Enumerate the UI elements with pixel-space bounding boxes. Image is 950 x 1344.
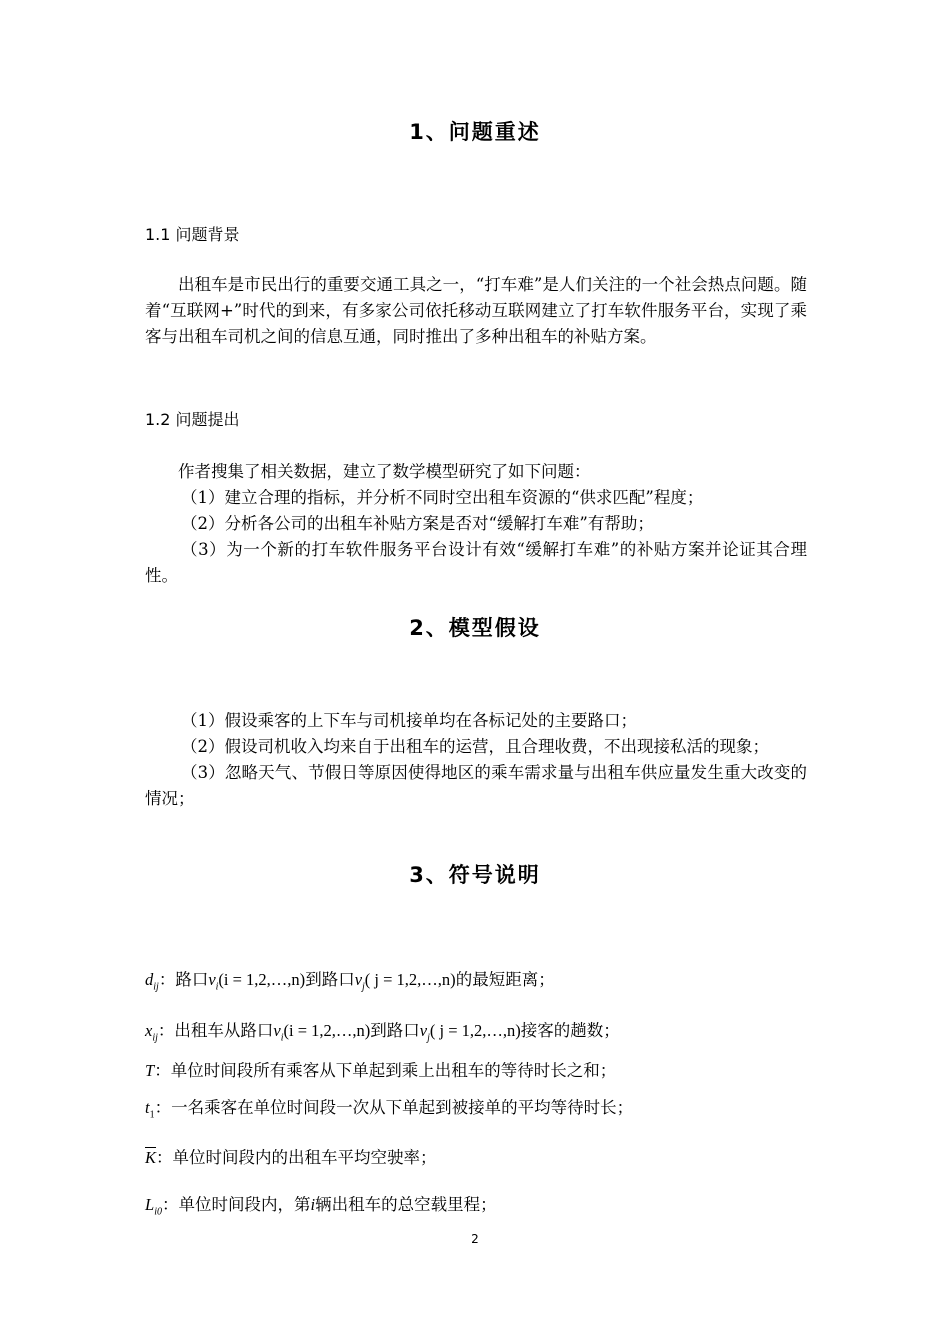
background-text: 出租车是市民出行的重要交通工具之一，“打车难”是人们关注的一个社会热点问题。随着“互联网+”时代的到来，有多家公司依托移动互联网建立了打车软件服务平台，实现了乘客与出租车司机之间的信息互通，同时推出了多种出租车的补贴方案。: [145, 275, 807, 346]
section-3-title: 3、符号说明: [409, 863, 541, 887]
assumption-item: （2）假设司机收入均来自于出租车的运营，且合理收费，不出现接私活的现象；: [181, 737, 769, 756]
symbol-K-bar: $\overline{K}$：单位时间段内的出租车平均空驶率；: [145, 1148, 437, 1167]
problem-item: （2）分析各公司的出租车补贴方案是否对“缓解打车难”有帮助；: [181, 514, 654, 533]
symbol-x-ij: $x_{ij}$：出租车从路口$v_i(i$ = 1,2,…,n)到路口$v_j$( j = 1,2,…,n)接客的趟数；: [145, 1021, 620, 1044]
symbol-t1: $t_1$：一名乘客在单位时间段一次从下单起到被接单的平均等待时长；: [145, 1098, 634, 1121]
problem-item: （1）建立合理的指标，并分析不同时空出租车资源的“供求匹配”程度；: [181, 488, 704, 507]
symbol-T: T：单位时间段所有乘客从下单起到乘上出租车的等待时长之和；: [145, 1061, 617, 1080]
page-number: 2: [471, 1232, 479, 1246]
section-1-title: 1、问题重述: [409, 120, 541, 144]
assumption-item: （3）忽略天气、节假日等原因使得地区的乘车需求量与出租车供应量发生重大改变的情况；: [145, 763, 807, 808]
symbol-d-ij: $d_{ij}$：路口$v_i(i$ = 1,2,…,n)到路口$v_j$( j = 1,2,…,n)的最短距离；: [145, 970, 555, 993]
problem-item: （3）为一个新的打车软件服务平台设计有效“缓解打车难”的补贴方案并论证其合理性。: [145, 540, 807, 585]
symbol-x: x: [145, 1021, 153, 1040]
problem-intro: 作者搜集了相关数据，建立了数学模型研究了如下问题：: [178, 462, 591, 481]
symbol-L-i0: $L_{i0}$：单位时间段内，第i辆出租车的总空载里程；: [145, 1195, 497, 1218]
section-2-title: 2、模型假设: [409, 616, 541, 640]
assumption-list: [145, 708, 807, 812]
background-paragraph: [145, 272, 807, 350]
symbol-d: d: [145, 970, 154, 989]
problem-list: [145, 459, 807, 589]
assumption-item: （1）假设乘客的上下车与司机接单均在各标记处的主要路口；: [181, 711, 637, 730]
subsection-1-2-title: 1.2 问题提出: [145, 410, 240, 429]
subsection-1-1-title: 1.1 问题背景: [145, 225, 240, 244]
